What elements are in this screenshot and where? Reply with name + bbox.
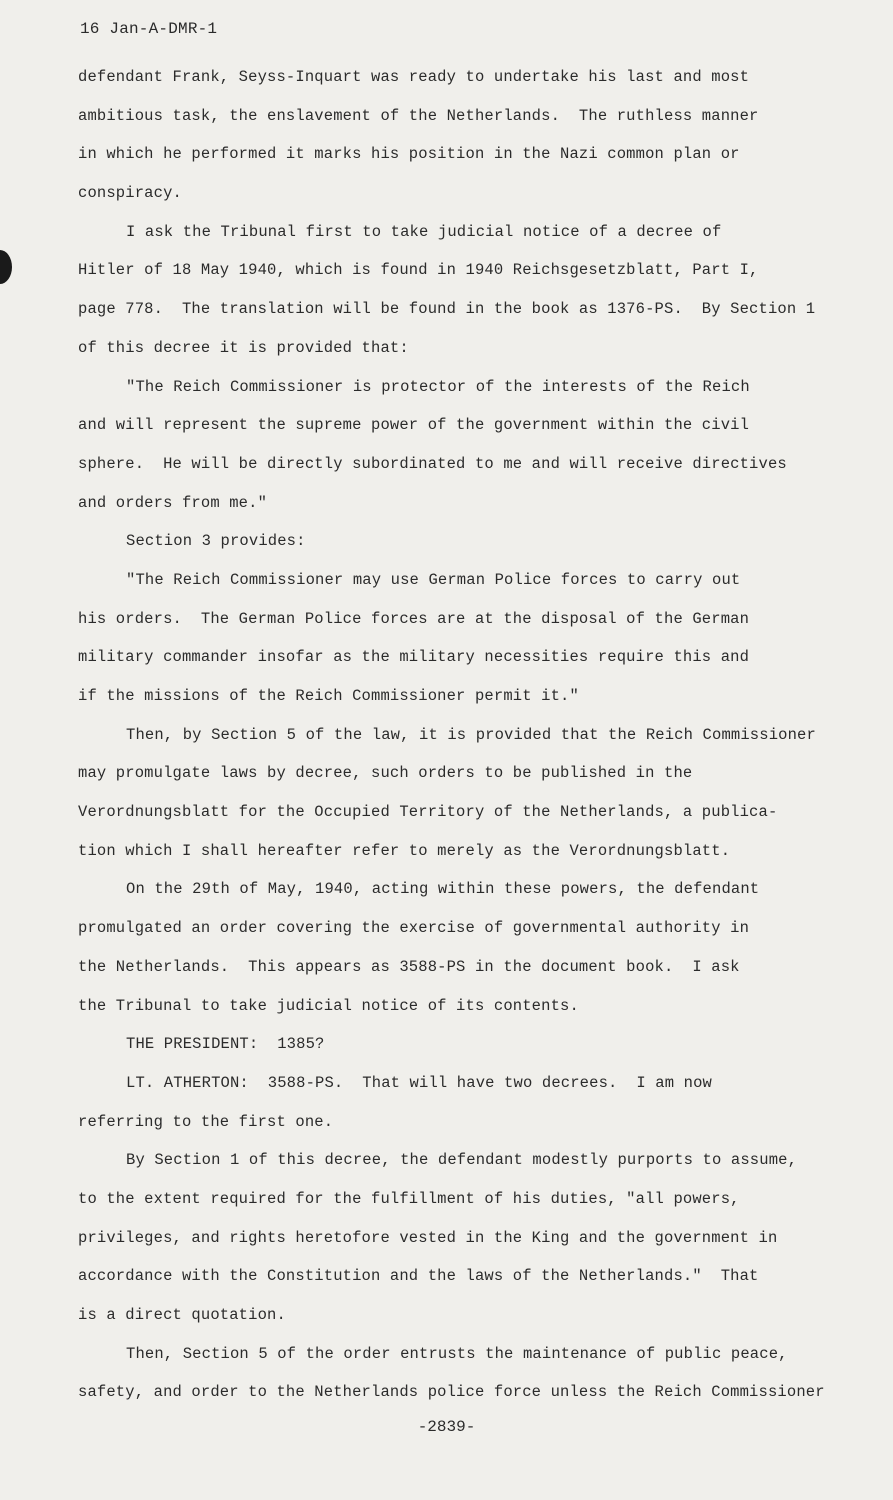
text-line: THE PRESIDENT: 1385?	[126, 1035, 325, 1054]
text-line: if the missions of the Reich Commissioner permit it."	[78, 687, 579, 705]
text-line: LT. ATHERTON: 3588-PS. That will have two decrees. I am now	[126, 1073, 712, 1092]
text-line: of this decree it is provided that:	[78, 338, 409, 357]
page-number: -2839-	[417, 1418, 476, 1436]
text-line: may promulgate laws by decree, such orders to be published in the	[78, 764, 693, 783]
text-line: is a direct quotation.	[78, 1306, 286, 1324]
text-line: Section 3 provides:	[126, 532, 306, 551]
text-line: the Tribunal to take judicial notice of its contents.	[78, 996, 579, 1015]
text-line: and orders from me."	[78, 493, 268, 512]
punch-hole	[0, 250, 12, 284]
text-line: accordance with the Constitution and the laws of the Netherlands." That	[78, 1267, 759, 1286]
text-line: promulgated an order covering the exercise of governmental authority in	[78, 919, 750, 938]
text-line: On the 29th of May, 1940, acting within these powers, the defendant	[126, 880, 760, 899]
text-line: to the extent required for the fulfillment of his duties, "all powers,	[78, 1189, 740, 1208]
text-line: and will represent the supreme power of the government within the civil	[78, 416, 750, 435]
text-line: Verordnungsblatt for the Occupied Territory of the Netherlands, a publica-	[78, 803, 778, 822]
text-line: "The Reich Commissioner is protector of the interests of the Reich	[126, 377, 750, 396]
text-line: page 778. The translation will be found in the book as 1376-PS. By Section 1	[78, 300, 816, 319]
page-header: 16 Jan-A-DMR-1	[80, 20, 218, 38]
text-line: defendant Frank, Seyss-Inquart was ready to undertake his last and most	[78, 68, 750, 86]
text-line: safety, and order to the Netherlands police force unless the Reich Commissioner	[78, 1383, 825, 1402]
text-line: sphere. He will be directly subordinated to me and will receive directives	[78, 454, 787, 473]
text-line: "The Reich Commissioner may use German Police forces to carry out	[126, 570, 741, 589]
text-line: tion which I shall hereafter refer to merely as the Verordnungsblatt.	[78, 841, 731, 860]
text-line: Hitler of 18 May 1940, which is found in 1940 Reichsgesetzblatt, Part I,	[78, 261, 759, 280]
text-line: Then, by Section 5 of the law, it is provided that the Reich Commissioner	[126, 725, 816, 744]
text-line: ambitious task, the enslavement of the Netherlands. The ruthless manner	[78, 106, 759, 125]
text-line: privileges, and rights heretofore vested in the King and the government in	[78, 1228, 778, 1247]
text-line: his orders. The German Police forces are at the disposal of the German	[78, 609, 750, 628]
text-line: the Netherlands. This appears as 3588-PS in the document book. I ask	[78, 957, 740, 976]
text-line: in which he performed it marks his position in the Nazi common plan or	[78, 145, 740, 164]
text-line: Then, Section 5 of the order entrusts the maintenance of public peace,	[126, 1344, 788, 1363]
text-line: I ask the Tribunal first to take judicial notice of a decree of	[126, 222, 722, 241]
text-line: military commander insofar as the military necessities require this and	[78, 648, 750, 667]
body-text	[78, 58, 848, 1412]
text-line: conspiracy.	[78, 184, 182, 203]
text-line: By Section 1 of this decree, the defendant modestly purports to assume,	[126, 1151, 798, 1170]
text-line: referring to the first one.	[78, 1112, 334, 1131]
